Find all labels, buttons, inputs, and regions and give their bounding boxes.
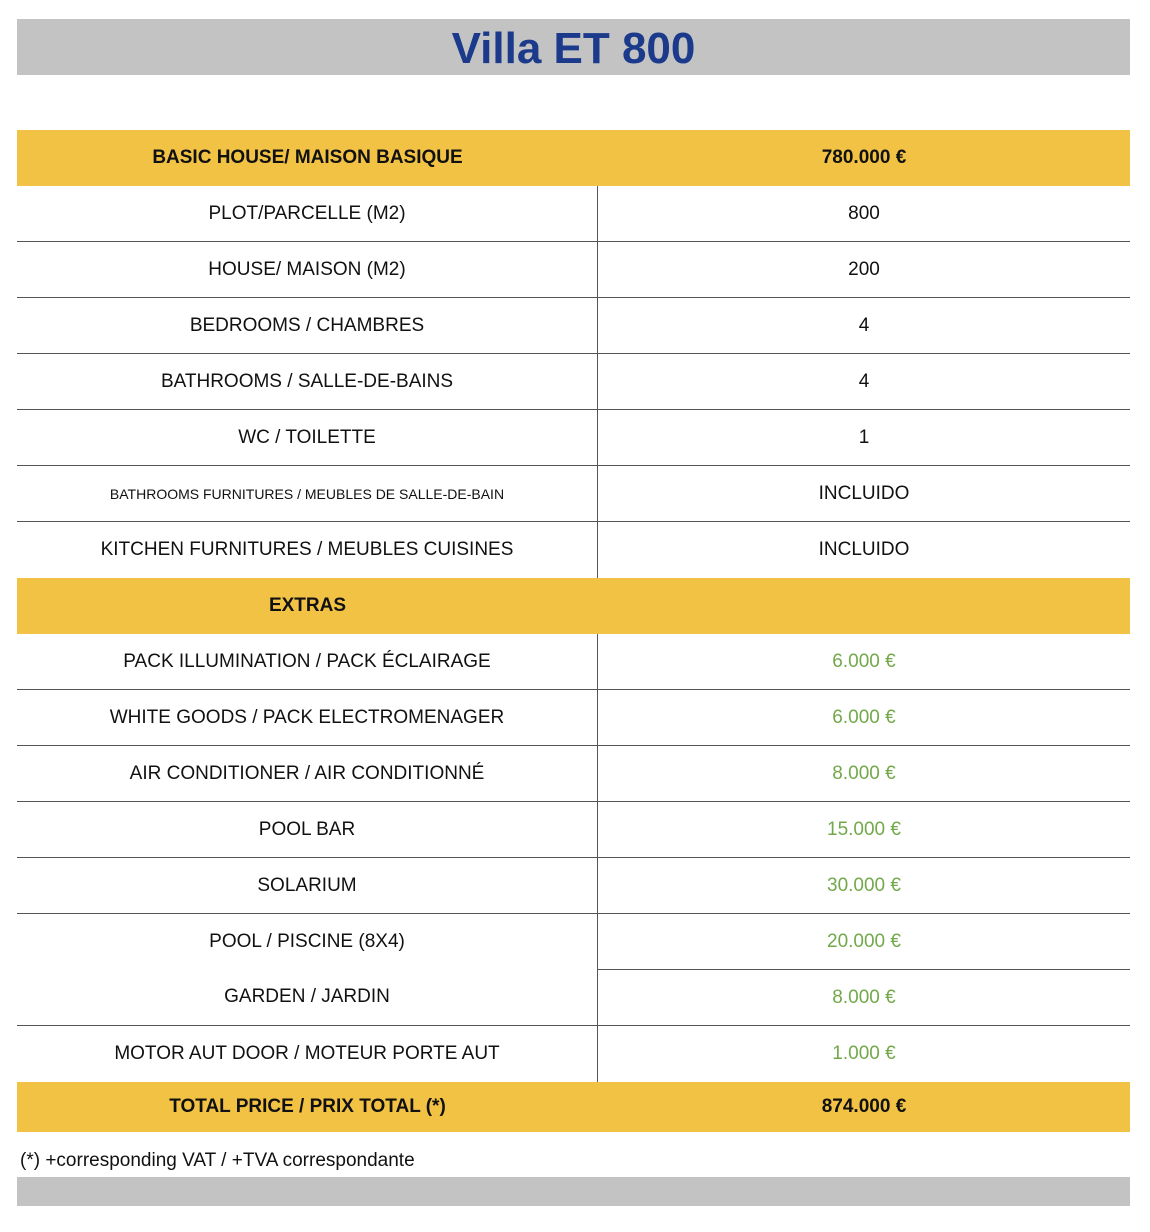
feature-label: KITCHEN FURNITURES / MEUBLES CUISINES bbox=[17, 522, 598, 578]
extra-label: POOL BAR bbox=[17, 802, 598, 857]
total-price: 874.000 € bbox=[821, 1096, 907, 1117]
extra-label: MOTOR AUT DOOR / MOTEUR PORTE AUT bbox=[17, 1026, 598, 1082]
extra-price: 8.000 € bbox=[832, 762, 896, 784]
extra-price: 15.000 € bbox=[827, 818, 901, 840]
extra-row-pool-bar bbox=[17, 802, 1130, 858]
extra-label: SOLARIUM bbox=[17, 858, 598, 913]
total-label: TOTAL PRICE / PRIX TOTAL (*) bbox=[169, 1096, 446, 1117]
extra-row-air-conditioner bbox=[17, 746, 1130, 802]
feature-row-bathrooms bbox=[17, 354, 1130, 410]
feature-value: 1 bbox=[858, 426, 870, 448]
vat-footnote: (*) +corresponding VAT / +TVA correspondante bbox=[20, 1150, 415, 1171]
extra-row-illumination bbox=[17, 634, 1130, 690]
feature-row-kitchen-furniture bbox=[17, 522, 1130, 578]
feature-label: WC / TOILETTE bbox=[17, 410, 598, 465]
extra-price: 6.000 € bbox=[832, 650, 896, 672]
extras-header: EXTRAS bbox=[268, 595, 347, 616]
extras-header-empty bbox=[598, 578, 1130, 634]
total-row bbox=[17, 1082, 1130, 1132]
feature-label: HOUSE/ MAISON (M2) bbox=[17, 242, 598, 297]
extra-price: 30.000 € bbox=[827, 874, 901, 896]
feature-value: 4 bbox=[858, 370, 870, 392]
basic-house-row bbox=[17, 130, 1130, 186]
feature-row-plot bbox=[17, 186, 1130, 242]
extra-row-white-goods bbox=[17, 690, 1130, 746]
page-title: Villa ET 800 bbox=[451, 24, 696, 73]
extra-price: 6.000 € bbox=[832, 706, 896, 728]
feature-label: BATHROOMS FURNITURES / MEUBLES DE SALLE-DE-BAIN bbox=[17, 466, 598, 521]
extras-header-row bbox=[17, 578, 1130, 634]
feature-label: PLOT/PARCELLE (M2) bbox=[17, 186, 598, 241]
feature-row-bathroom-furniture bbox=[17, 466, 1130, 522]
extra-label: GARDEN / JARDIN bbox=[224, 986, 390, 1008]
basic-house-price: 780.000 € bbox=[821, 147, 907, 168]
extra-row-motor-door bbox=[17, 1026, 1130, 1082]
extra-price: 1.000 € bbox=[832, 1043, 896, 1064]
feature-row-house bbox=[17, 242, 1130, 298]
extra-row-pool-garden bbox=[17, 914, 1130, 1026]
feature-value: INCLUIDO bbox=[818, 482, 910, 504]
extra-row-solarium bbox=[17, 858, 1130, 914]
feature-row-wc bbox=[17, 410, 1130, 466]
price-table bbox=[17, 130, 1130, 1132]
extra-label: POOL / PISCINE (8X4) bbox=[209, 930, 405, 952]
title-banner bbox=[17, 19, 1130, 75]
extra-price: 8.000 € bbox=[832, 986, 896, 1008]
basic-house-label: BASIC HOUSE/ MAISON BASIQUE bbox=[152, 147, 463, 168]
feature-value: INCLUIDO bbox=[818, 539, 910, 560]
feature-row-bedrooms bbox=[17, 298, 1130, 354]
extra-label: PACK ILLUMINATION / PACK ÉCLAIRAGE bbox=[17, 634, 598, 689]
feature-value: 4 bbox=[858, 314, 870, 336]
extra-label: WHITE GOODS / PACK ELECTROMENAGER bbox=[17, 690, 598, 745]
feature-value: 200 bbox=[848, 258, 880, 280]
extra-label: AIR CONDITIONER / AIR CONDITIONNÉ bbox=[17, 746, 598, 801]
pool-garden-labels bbox=[17, 914, 598, 1025]
feature-label: BEDROOMS / CHAMBRES bbox=[17, 298, 598, 353]
pool-garden-values bbox=[598, 914, 1130, 1025]
feature-label: BATHROOMS / SALLE-DE-BAINS bbox=[17, 354, 598, 409]
feature-value: 800 bbox=[848, 202, 880, 224]
extra-price: 20.000 € bbox=[598, 914, 1130, 970]
footer-bar bbox=[17, 1177, 1130, 1206]
